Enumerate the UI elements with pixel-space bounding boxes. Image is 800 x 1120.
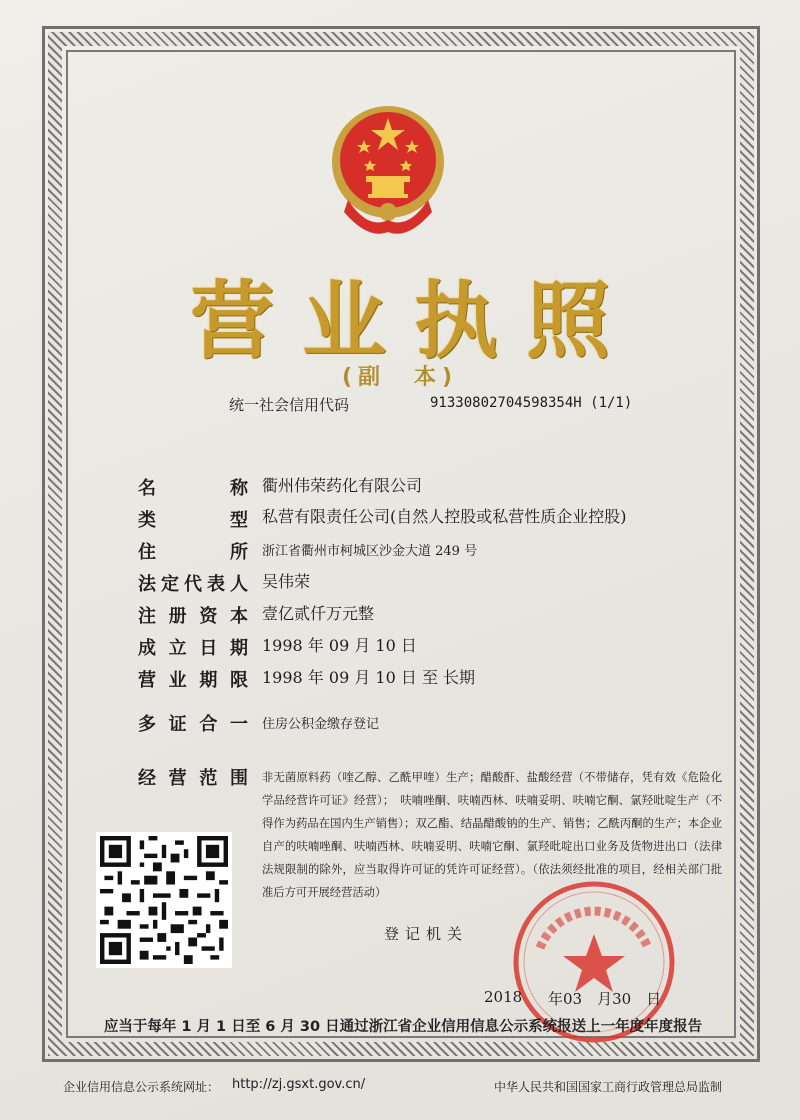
field-label-name: 名 称 bbox=[138, 478, 248, 499]
field-label-term: 营 业 期 限 bbox=[138, 670, 248, 691]
field-label-multi-cert: 多 证 合 一 bbox=[138, 714, 248, 735]
field-value-established: 1998 年 09 月 10 日 bbox=[262, 636, 417, 655]
page-title: 营业执照 bbox=[189, 272, 638, 370]
qr-code-icon[interactable] bbox=[96, 832, 232, 968]
field-label-established: 成 立 日 期 bbox=[138, 638, 248, 659]
field-label-scope: 经 营 范 围 bbox=[138, 768, 248, 789]
footer-url-link[interactable]: http://zj.gsxt.gov.cn/ bbox=[232, 1077, 366, 1092]
field-label-type: 类 型 bbox=[138, 510, 248, 531]
field-value-type: 私营有限责任公司(自然人控股或私营性质企业控股) bbox=[262, 507, 627, 526]
issue-date-year: 2018 bbox=[484, 988, 523, 1006]
field-value-multi-cert: 住房公积金缴存登记 bbox=[262, 717, 380, 732]
field-value-term: 1998 年 09 月 10 日 至 长期 bbox=[262, 668, 476, 687]
field-value-name: 衢州伟荣药化有限公司 bbox=[262, 476, 423, 495]
field-label-capital: 注 册 资 本 bbox=[138, 606, 248, 627]
footer-supervisor: 中华人民共和国国家工商行政管理总局监制 bbox=[494, 1080, 723, 1094]
national-emblem-icon bbox=[328, 100, 448, 238]
field-label-address: 住 所 bbox=[138, 542, 248, 563]
field-label-legal-rep: 法 定 代 表 人 bbox=[138, 574, 248, 595]
page-subtitle: (副 本) bbox=[341, 365, 459, 390]
field-value-address: 浙江省衢州市柯城区沙金大道 249 号 bbox=[262, 544, 478, 559]
annual-report-notice: 应当于每年 1 月 1 日至 6 月 30 日通过浙江省企业信用信息公示系统报送上一年度年度报告 bbox=[103, 1019, 703, 1035]
credit-code-value: 91330802704598354H (1/1) bbox=[430, 395, 633, 411]
field-value-legal-rep: 吴伟荣 bbox=[262, 572, 311, 591]
footer-system-label: 企业信用信息公示系统网址： bbox=[63, 1080, 220, 1094]
field-value-scope: 非无菌原料药（喹乙醇、乙酰甲喹）生产；醋酸酐、盐酸经营（不带储存，凭有效《危险化学品经营许可证》经营）； 呋喃唑酮、呋喃西林、呋喃妥明、呋喃它酮、氯羟吡啶生产（不得作为药品在国内生产销售）；双乙酯、结晶醋酸钠的生产、销售；乙酰丙酮的生产；本企业自产的呋喃唑酮、呋喃西林、呋喃妥明、呋喃它酮、氯羟吡啶出口业务及货物进出口（法律法规限制的除外，应当取得许可证的凭许可证经营）。（依法须经批准的项目，经相关部门批准后方可开展经营活动） bbox=[262, 771, 722, 899]
registration-authority: 登记机关 bbox=[384, 925, 469, 943]
field-value-capital: 壹亿贰仟万元整 bbox=[262, 604, 375, 623]
issue-date-month-day: 年03 月30 日 bbox=[548, 990, 662, 1008]
credit-code-label: 统一社会信用代码 bbox=[229, 396, 350, 414]
